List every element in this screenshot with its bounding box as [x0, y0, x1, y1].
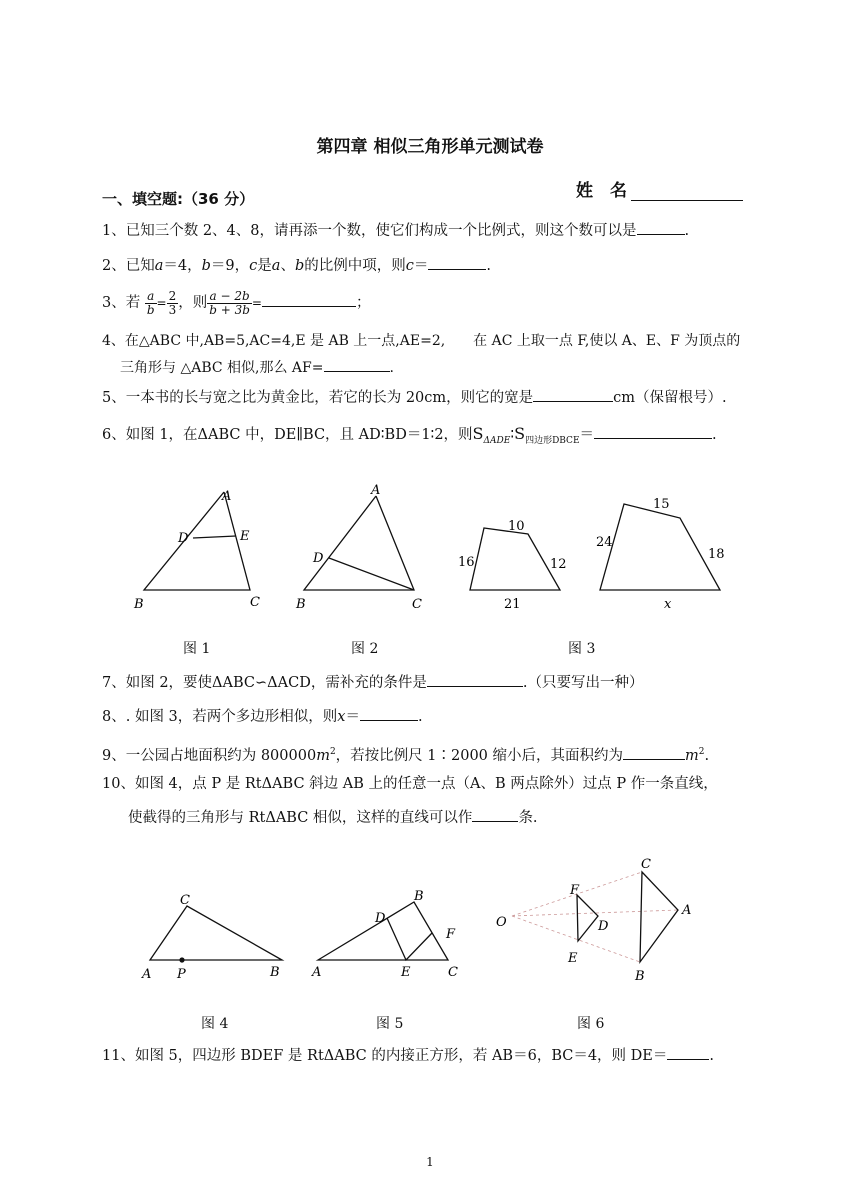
- q9-unit-2: m: [685, 747, 699, 764]
- fig2-label-b: B: [296, 597, 306, 612]
- fig2-triangle: [304, 496, 414, 590]
- q9-sup-2: 2: [698, 747, 705, 757]
- q1-text: 1、已知三个数 2、4、8，请再添一个数，使它们构成一个比例式，则这个数可以是: [102, 223, 637, 239]
- question-2: [102, 255, 491, 276]
- figure-2: [304, 496, 414, 590]
- fig1-label-a: A: [222, 489, 232, 504]
- q9-blank[interactable]: [623, 745, 685, 760]
- fig6-label-e: E: [568, 951, 578, 966]
- fig5-label-d: D: [375, 911, 386, 926]
- name-field: [576, 176, 743, 201]
- q2-text-k: 的比例中项，则: [304, 258, 406, 274]
- fig6-label-a: A: [682, 903, 692, 918]
- q4-text: 三角形与 △ABC 相似,那么 AF=: [120, 360, 324, 376]
- q6-end: .: [712, 427, 717, 443]
- q3-end: ；: [355, 295, 371, 311]
- figures-row-2: [130, 850, 730, 1000]
- q2-text-c: ＝4，: [163, 258, 202, 274]
- q2-text-m: ＝: [413, 258, 429, 274]
- q6-s1: S: [472, 424, 484, 443]
- figure-1: [144, 492, 250, 590]
- fig4-triangle: [150, 906, 282, 960]
- figure-4: [150, 906, 282, 960]
- q2-text-e: ＝9，: [210, 258, 250, 274]
- q10-text: 使截得的三角形与 RtΔABC 相似，这样的直线可以作: [128, 810, 473, 826]
- figure-3: [470, 504, 720, 590]
- q8-blank[interactable]: [360, 706, 418, 721]
- q8-var-x: x: [337, 709, 346, 725]
- q8-equals: ＝: [345, 709, 360, 725]
- q2-end: .: [486, 258, 491, 274]
- q9-sup: 2: [329, 747, 336, 757]
- q6-sub1: ΔADE: [483, 435, 511, 446]
- q11-end: .: [709, 1048, 714, 1064]
- q5-blank[interactable]: [533, 387, 613, 402]
- q2-var-b2: b: [294, 258, 305, 274]
- fig3-side-21: 21: [504, 597, 521, 612]
- fig1-caption: 图 1: [183, 641, 211, 657]
- q6-text: 6、如图 1，在ΔABC 中，DE∥BC，且 AD∶BD＝1∶2，则: [102, 427, 473, 443]
- q1-end: .: [684, 223, 690, 239]
- question-3: [102, 286, 370, 320]
- q6-s2: S: [514, 424, 526, 443]
- q5-end: cm（保留根号）.: [613, 390, 727, 406]
- q2-text-i: 、: [280, 258, 295, 274]
- q2-text-a: 2、已知: [102, 258, 155, 274]
- q6-equals: ＝: [579, 427, 595, 443]
- fig3-side-10: 10: [508, 519, 525, 534]
- fig3-caption: 图 3: [568, 641, 596, 657]
- q2-var-c2: c: [405, 258, 414, 274]
- fig3-side-18: 18: [708, 547, 725, 562]
- fig2-label-a: A: [371, 483, 381, 498]
- question-4-line-1: 4、在△ABC 中,AB=5,AC=4,E 是 AB 上一点,AE=2, 在 AC 上取一点 F,使以 A、E、F 为顶点的: [102, 333, 741, 349]
- fig3-side-15: 15: [653, 497, 670, 512]
- fig3-small-quad: [470, 528, 560, 590]
- fig1-segment-de: [193, 536, 236, 538]
- question-8: [102, 706, 423, 727]
- fig4-caption: 图 4: [201, 1016, 229, 1032]
- q9-text-a: 9、一公园占地面积约为 800000: [102, 747, 317, 764]
- q11-blank[interactable]: [667, 1045, 709, 1060]
- fig4-label-c: C: [180, 893, 190, 908]
- q4-end: .: [389, 360, 394, 376]
- name-label: 姓 名: [576, 181, 627, 201]
- fig2-label-c: C: [412, 597, 422, 612]
- fig5-square-sides: [387, 918, 432, 960]
- fig6-large-triangle: [640, 872, 678, 962]
- question-4-line-2: [120, 357, 394, 378]
- fig3-side-24: 24: [596, 535, 613, 550]
- figure-6: [512, 872, 678, 962]
- fig6-label-o: O: [496, 915, 507, 930]
- fig6-label-f: F: [570, 883, 580, 898]
- question-7: [102, 672, 643, 693]
- section-heading: 一、填空题:（36 分）: [102, 190, 255, 208]
- q3-text-b: ，则: [178, 295, 208, 311]
- fig3-side-12: 12: [550, 557, 567, 572]
- fig5-label-f: F: [446, 927, 456, 942]
- q11-text: 11、如图 5，四边形 BDEF 是 RtΔABC 的内接正方形，若 AB＝6，BC＝4，则 DE＝: [102, 1048, 668, 1064]
- q6-sub2: 四边形DBCE: [525, 435, 580, 446]
- q6-blank[interactable]: [594, 424, 712, 439]
- fig1-label-d: D: [178, 531, 189, 546]
- fig1-triangle: [144, 492, 250, 590]
- page-number: 1: [426, 1155, 434, 1169]
- fig5-label-e: E: [401, 965, 411, 980]
- q8-text: 8、. 如图 3，若两个多边形相似，则: [102, 709, 338, 725]
- fig6-small-triangle: [577, 895, 598, 941]
- fig5-label-c: C: [448, 965, 458, 980]
- page-title: 第四章 相似三角形单元测试卷: [316, 137, 544, 157]
- q8-end: .: [417, 709, 423, 725]
- question-10-line-2: [128, 807, 538, 828]
- fig5-caption: 图 5: [376, 1016, 404, 1032]
- q2-text-g: 是: [257, 258, 272, 274]
- fig5-label-a: A: [312, 965, 322, 980]
- fig5-label-b: B: [414, 889, 424, 904]
- q3-equals-1: =: [156, 296, 167, 310]
- question-11: [102, 1045, 714, 1066]
- fig6-caption: 图 6: [577, 1016, 605, 1032]
- fig4-label-a: A: [142, 967, 152, 982]
- q9-end: .: [704, 747, 710, 764]
- fig1-label-b: B: [134, 597, 144, 612]
- q9-text-b: ，若按比例尺 1∶2000 缩小后，其面积约为: [335, 747, 624, 764]
- fig6-label-d: D: [598, 919, 609, 934]
- q2-var-c: c: [249, 258, 258, 274]
- question-5: [102, 387, 727, 408]
- fig4-label-b: B: [270, 965, 280, 980]
- q3-fraction-a-over-b: $\frac{a}{b}$: [146, 288, 155, 317]
- q3-blank[interactable]: [262, 292, 356, 307]
- q2-var-a: a: [154, 258, 164, 274]
- q3-fraction-expr: $\frac{a - 2b}{b + 3b}$: [209, 288, 250, 317]
- fig4-point-p: [179, 957, 184, 962]
- q10-blank[interactable]: [472, 807, 518, 822]
- fig3-side-16: 16: [458, 555, 475, 570]
- question-9: [102, 742, 709, 766]
- name-blank[interactable]: [631, 184, 743, 201]
- fig4-label-p: P: [177, 967, 186, 982]
- fig2-caption: 图 2: [351, 641, 379, 657]
- q7-end: .（只要写出一种）: [522, 675, 644, 691]
- fig2-label-d: D: [313, 551, 324, 566]
- fig6-label-c: C: [641, 857, 651, 872]
- q2-var-b: b: [201, 258, 211, 274]
- question-10-line-1: 10、如图 4，点 P 是 RtΔABC 斜边 AB 上的任意一点（A、B 两点除外）过点 P 作一条直线，: [102, 776, 718, 792]
- fig3-large-quad: [600, 504, 720, 590]
- q3-equals-2: =: [251, 296, 262, 310]
- q10-end: 条.: [518, 810, 538, 826]
- fig6-label-b: B: [635, 969, 645, 984]
- q5-text: 5、一本书的长与宽之比为黄金比，若它的长为 20cm，则它的宽是: [102, 390, 534, 406]
- q2-var-a2: a: [271, 258, 281, 274]
- figures-row-1: [120, 472, 760, 632]
- question-1: [102, 220, 689, 241]
- q3-text-a: 3、若: [102, 295, 141, 311]
- q7-blank[interactable]: [427, 672, 523, 687]
- question-6: [102, 424, 717, 451]
- fig3-side-x: x: [664, 597, 672, 612]
- fig2-segment-cd: [329, 558, 414, 590]
- fig1-label-c: C: [250, 595, 260, 610]
- q6-colon: ∶: [510, 427, 515, 443]
- q1-blank[interactable]: [637, 220, 685, 235]
- fig1-label-e: E: [240, 529, 250, 544]
- q9-unit: m: [316, 747, 330, 764]
- q2-blank[interactable]: [428, 255, 486, 270]
- q3-fraction-2-over-3: $\frac{2}{3}$: [168, 288, 177, 317]
- q4-blank[interactable]: [324, 357, 390, 372]
- q7-text: 7、如图 2，要使ΔABC∽ΔACD，需补充的条件是: [102, 675, 427, 691]
